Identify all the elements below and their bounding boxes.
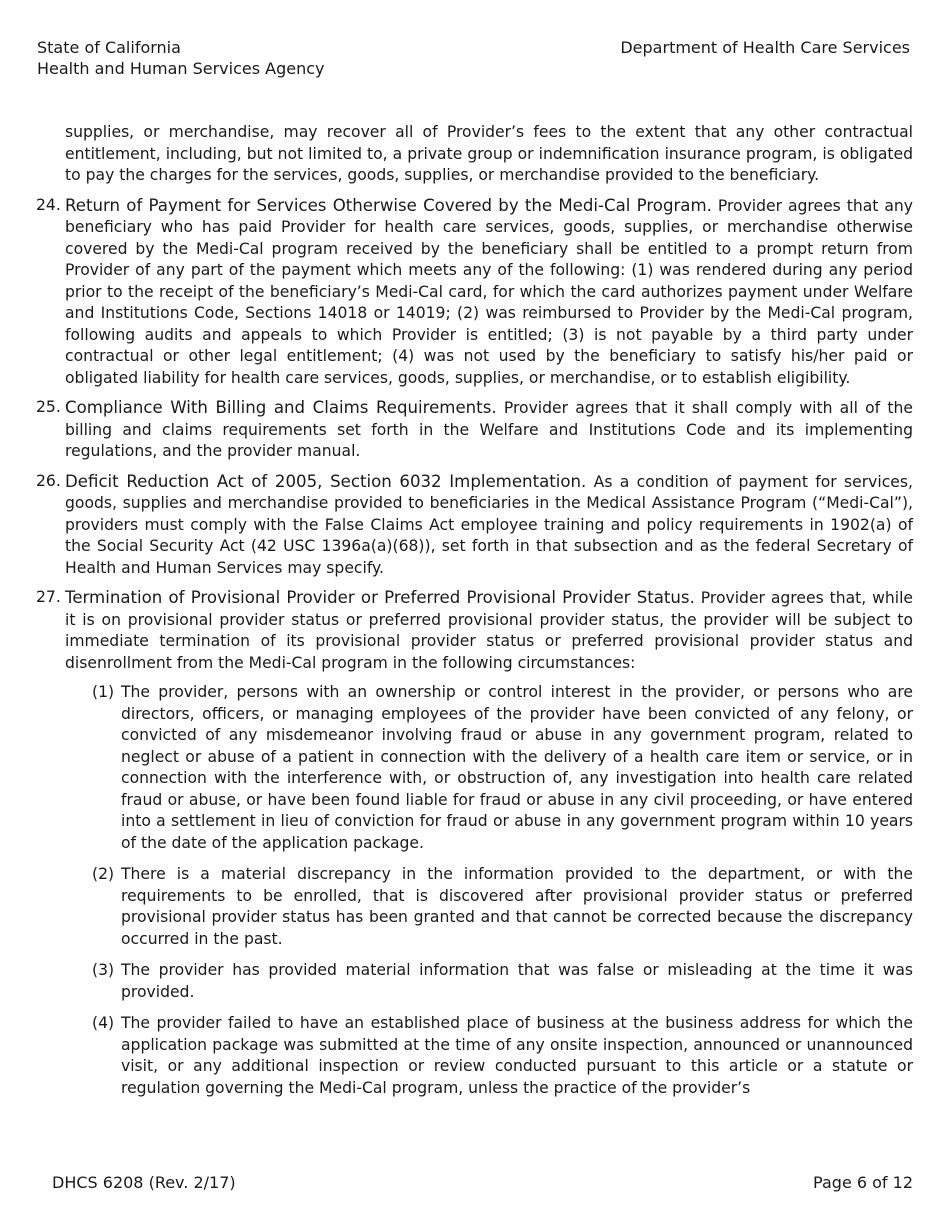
section-body <box>65 397 913 463</box>
section-text: Provider agrees that it shall comply with all of the billing and claims requirements set forth in the Welfare and Institutions Code and its implementing regulations, and the provider manual. <box>65 399 913 460</box>
agency-name: Health and Human Services Agency <box>37 59 325 78</box>
list-item <box>92 864 913 950</box>
section-number: 24. <box>36 195 61 214</box>
section-text: Provider agrees that any beneficiary who has paid Provider for health care services, goods, supplies, or merchandise otherwise covered by the Medi-Cal program received by the beneficiary shall be entitled to a prompt return from Provider of any part of the payment which meets any of the following: (1) was rendered during any period prior to the receipt of the beneficiary’s Medi-Cal card, for which the card authorizes payment under Welfare and Institutions Code, Sections 14018 or 14019; (2) was reimbursed to Provider by the Medi-Cal program, following audits and appeals to which Provider is entitled; (3) is not payable by a third party under contractual or other legal entitlement; (4) was not used by the beneficiary to satisfy his/her paid or obligated liability for health care services, goods, supplies, or merchandise, or to establish eligibility. <box>65 196 913 387</box>
section-26 <box>36 471 913 580</box>
section-heading: Compliance With Billing and Claims Requirements. <box>65 398 497 417</box>
section-heading: Deficit Reduction Act of 2005, Section 6032 Implementation. <box>65 471 587 491</box>
section-body <box>65 587 913 674</box>
list-item-number: (4) <box>92 1014 115 1032</box>
department-name: Department of Health Care Services <box>620 38 910 57</box>
list-item <box>92 682 913 854</box>
list-item-text: The provider, persons with an ownership or control interest in the provider, or persons who are directors, officers, or managing employees of the provider have been convicted of any felony, or convicted of any misdemeanor involving fraud or abuse in any government program, related to neglect or abuse of a patient in connection with the delivery of a health care item or service, or in connection with the interference with, or obstruction of, any investigation into health care related fraud or abuse, or have been found liable for fraud or abuse in any civil proceeding, or have entered into a settlement in lieu of conviction for fraud or abuse in any government program within 10 years of the date of the application package. <box>121 683 913 852</box>
section-25 <box>36 397 913 463</box>
form-id: DHCS 6208 (Rev. 2/17) <box>52 1173 236 1192</box>
list-item <box>92 1013 913 1099</box>
section-27 <box>36 587 913 674</box>
section-number: 26. <box>36 471 61 490</box>
section-heading: Termination of Provisional Provider or Preferred Provisional Provider Status. <box>65 588 695 607</box>
agency-block <box>37 37 325 79</box>
list-item-number: (3) <box>92 961 115 979</box>
section-text: As a condition of payment for services, goods, supplies and merchandise provided to beneficiaries in the Medical Assistance Program (“Medi-Cal”), providers must comply with the False Claims Act employee training and policy requirements in 1902(a) of the Social Security Act (42 USC 1396a(a)(68)), set forth in that subsection and as the federal Secretary of Health and Human Services may specify. <box>65 472 913 577</box>
termination-circumstances-list <box>36 682 913 1099</box>
section-body <box>65 471 913 580</box>
section-24 <box>36 195 913 390</box>
section-number: 27. <box>36 588 61 606</box>
list-item <box>92 960 913 1003</box>
list-item-text: There is a material discrepancy in the information provided to the department, or with the requirements to be enrolled, that is discovered after provisional provider status or preferred provisional provider status has been granted and that cannot be corrected because the discrepancy occurred in the past. <box>121 865 913 948</box>
list-item-text: The provider failed to have an established place of business at the business address for which the application package was submitted at the time of any onsite inspection, announced or unannounced visit, or any additional inspection or review conducted pursuant to this article or a statute or regulation governing the Medi-Cal program, unless the practice of the provider’s <box>121 1014 913 1097</box>
section-number: 25. <box>36 398 61 416</box>
section-body <box>65 195 913 390</box>
section-heading: Return of Payment for Services Otherwise Covered by the Medi-Cal Program. <box>65 195 712 215</box>
list-item-number: (1) <box>92 683 115 701</box>
continued-paragraph: supplies, or merchandise, may recover all of Provider’s fees to the extent that any other contractual entitlement, including, but not limited to, a private group or indemnification insurance program, is obligated to pay the charges for the services, goods, supplies, or merchandise provided to the beneficiary. <box>65 123 913 184</box>
page-number: Page 6 of 12 <box>813 1173 913 1192</box>
document-body <box>36 122 913 1109</box>
list-item-text: The provider has provided material information that was false or misleading at the time it was provided. <box>121 961 913 1001</box>
list-item-number: (2) <box>92 865 115 883</box>
state-name: State of California <box>37 38 181 57</box>
section-text: Provider agrees that, while it is on provisional provider status or preferred provisional provider status, the provider will be subject to immediate termination of its provisional provider status or preferred provisional provider status and disenrollment from the Medi-Cal program in the following circumstances: <box>65 589 913 672</box>
